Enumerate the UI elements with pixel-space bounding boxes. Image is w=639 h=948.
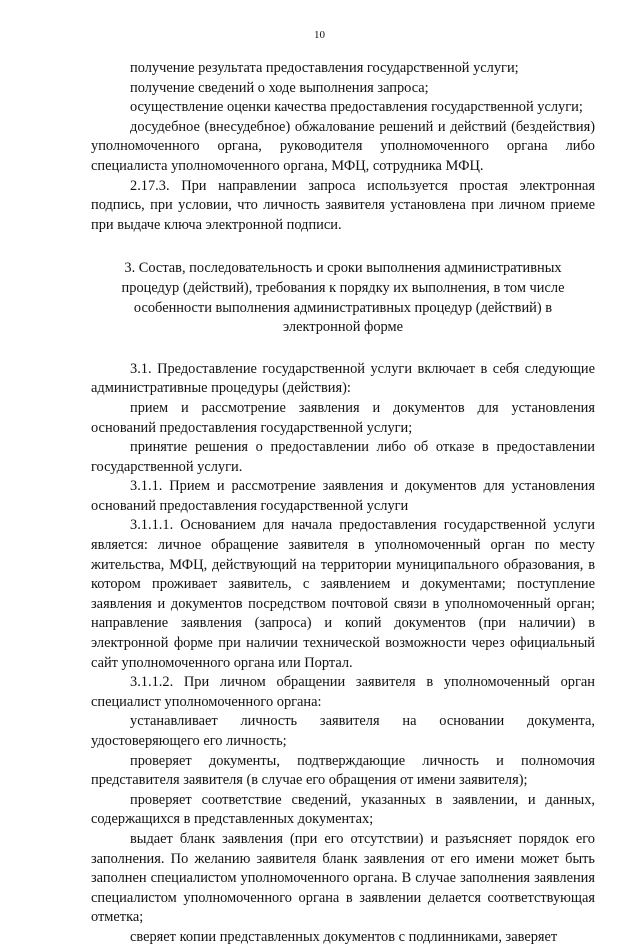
paragraph: 3.1. Предоставление государственной услуги включает в себя следующие административные процедуры (действия): <box>91 360 595 397</box>
section-heading-line: электронной форме <box>282 319 404 336</box>
document-body <box>91 59 595 948</box>
paragraph: 3.1.1.2. При личном обращении заявителя в уполномоченный орган специалист уполномоченного органа: <box>91 674 595 710</box>
paragraph: сверяет копии представленных документов с подлинниками, заверяет <box>130 928 558 945</box>
paragraph: досудебное (внесудебное) обжалование решений и действий (бездействия) уполномоченного органа, руководителя уполномоченного органа либо специалиста уполномоченного органа, МФЦ, сотрудника МФЦ. <box>91 118 595 174</box>
paragraph: прием и рассмотрение заявления и документов для установления оснований предоставления государственной услуги; <box>91 399 595 436</box>
paragraph: получение сведений о ходе выполнения запроса; <box>130 79 429 96</box>
section-heading-line: процедур (действий), требования к порядку их выполнения, в том числе <box>121 279 565 296</box>
paragraph: получение результата предоставления государственной услуги; <box>130 60 519 76</box>
paragraph: 3.1.1.1. Основанием для начала предоставления государственной услуги является: личное обращение заявителя в уполномоченный орган по месту жительства, МФЦ, действующий на территории муниципального образования, в котором проживает заявитель, с заявлением и документами; поступление заявления и документов посредством почтовой связи в уполномоченный орган; направление заявления (запроса) и копий документов (при наличии) в электронной форме при наличии технической возможности через официальный сайт уполномоченного органа или Портал. <box>91 517 595 671</box>
section-heading <box>91 259 595 337</box>
paragraph: проверяет соответствие сведений, указанных в заявлении, и данных, содержащихся в представленных документах; <box>91 791 595 828</box>
paragraph: осуществление оценки качества предоставления государственной услуги; <box>130 99 583 116</box>
paragraph: 3.1.1. Прием и рассмотрение заявления и документов для установления оснований предоставления государственной услуги <box>91 478 595 514</box>
paragraph: проверяет документы, подтверждающие личность и полномочия представителя заявителя (в случае его обращения от имени заявителя); <box>91 752 595 789</box>
section-heading-line: особенности выполнения административных процедур (действий) в <box>133 299 553 316</box>
paragraph: выдает бланк заявления (при его отсутствии) и разъясняет порядок его заполнения. По желанию заявителя бланк заявления от его имени может быть заполнен специалистом уполномоченного органа. В случае заполнения заявления специалистом уполномоченного органа в заявлении делается соответствующая отметка; <box>91 830 595 926</box>
paragraph: устанавливает личность заявителя на основании документа, удостоверяющего его личность; <box>91 713 595 749</box>
page-number: 10 <box>314 29 325 41</box>
paragraph: 2.17.3. При направлении запроса используется простая электронная подпись, при условии, что личность заявителя установлена при личном приеме при выдаче ключа электронной подписи. <box>91 177 595 233</box>
section-heading-line: 3. Состав, последовательность и сроки выполнения административных <box>124 260 562 277</box>
paragraph: принятие решения о предоставлении либо об отказе в предоставлении государственной услуги. <box>91 439 595 475</box>
